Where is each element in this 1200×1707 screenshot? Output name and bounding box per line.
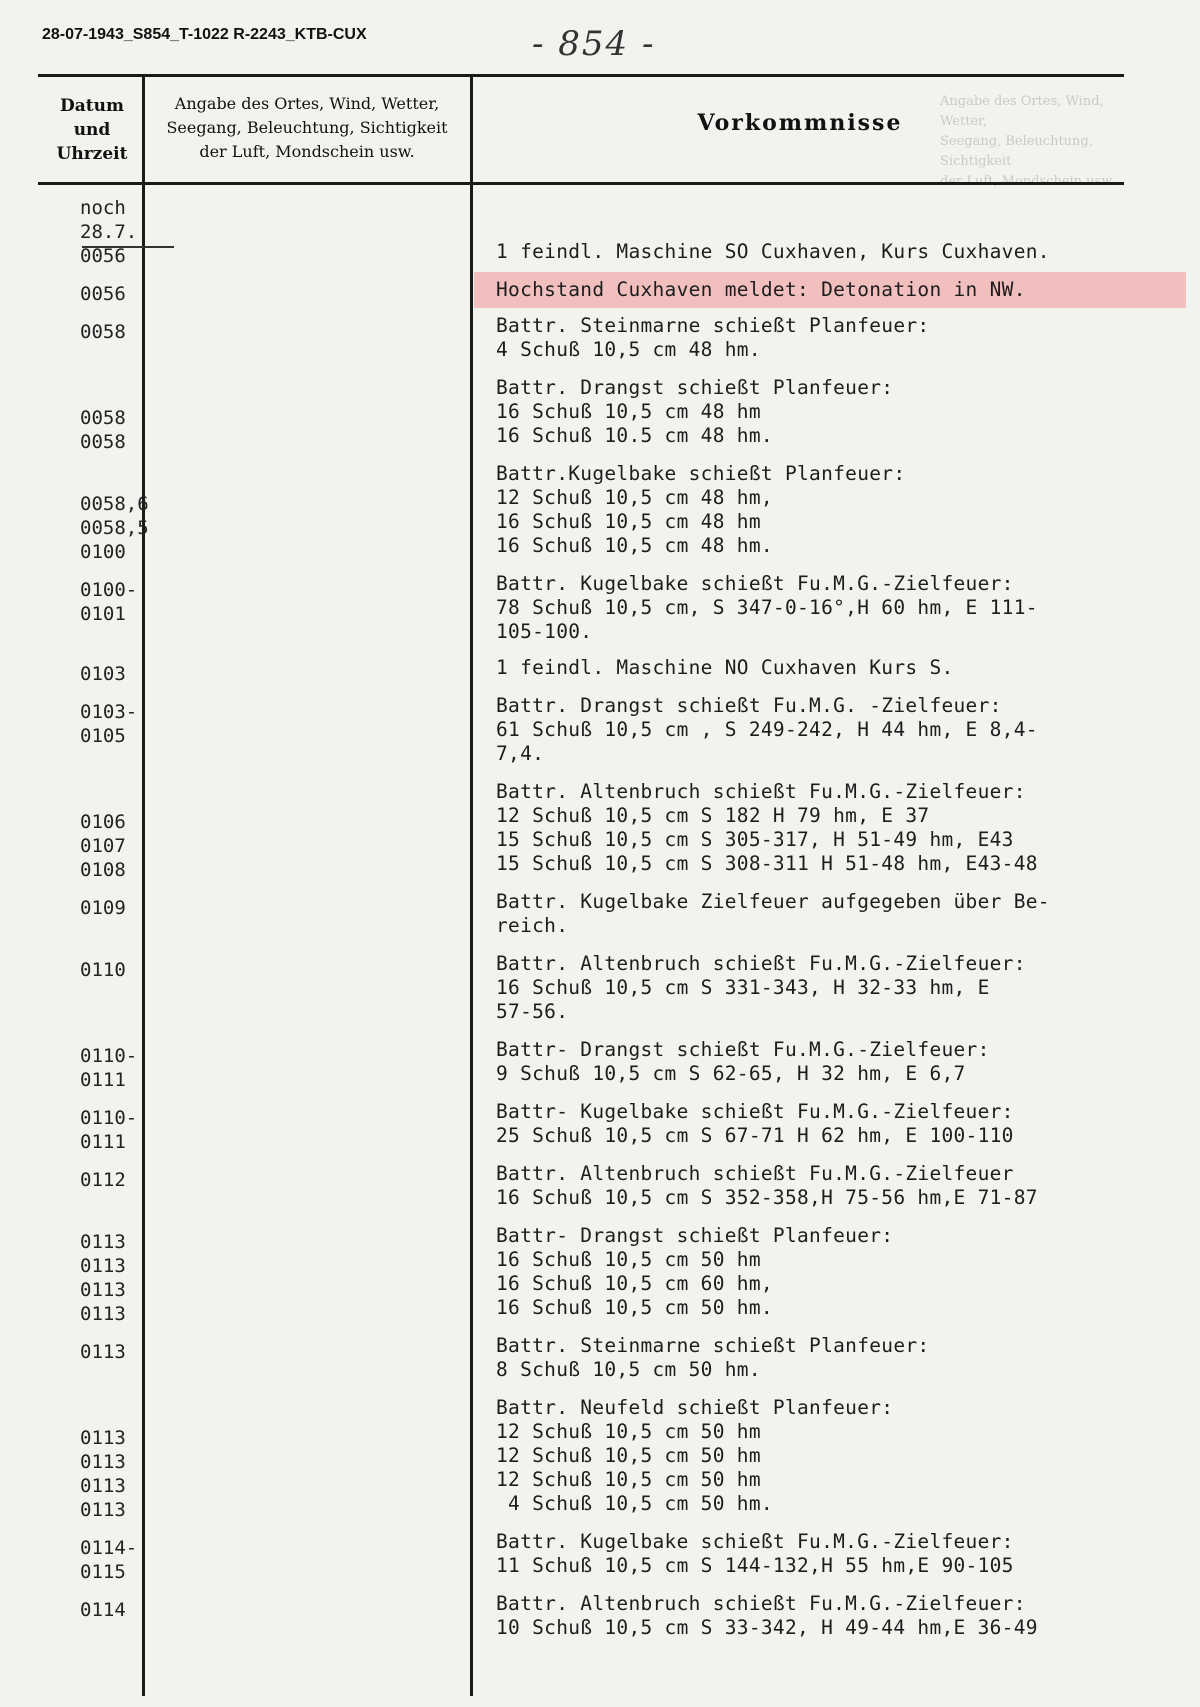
event-line: Battr- Drangst schießt Planfeuer: <box>496 1224 894 1247</box>
event-entry <box>496 240 1196 264</box>
time-entry: 0058 <box>80 431 126 453</box>
time-entry: 0114- <box>80 1537 138 1559</box>
event-line: reich. <box>496 914 569 937</box>
event-line: 16 Schuß 10,5 cm 50 hm <box>496 1248 761 1271</box>
event-entry <box>496 780 1196 876</box>
time-entry: 0100- <box>80 579 138 601</box>
time-entry: 0058,5 <box>80 517 149 539</box>
event-line: 16 Schuß 10,5 cm 60 hm, <box>496 1272 773 1295</box>
time-entry: noch <box>80 197 126 219</box>
event-entry <box>496 694 1196 766</box>
table-header-rule <box>38 182 1124 185</box>
event-line: 12 Schuß 10,5 cm 50 hm <box>496 1468 761 1491</box>
event-entry <box>496 952 1196 1024</box>
event-line: 15 Schuß 10,5 cm S 308-311 H 51-48 hm, E43-48 <box>496 852 1038 875</box>
event-entry <box>496 314 1196 362</box>
event-entry <box>496 890 1196 938</box>
event-line: Battr. Steinmarne schießt Planfeuer: <box>496 1334 930 1357</box>
document-label: 28-07-1943_S854_T-1022 R-2243_KTB-CUX <box>42 26 367 43</box>
event-line: Battr.Kugelbake schießt Planfeuer: <box>496 462 906 485</box>
event-line: 8 Schuß 10,5 cm 50 hm. <box>496 1358 761 1381</box>
event-entry <box>496 1530 1196 1578</box>
time-entry: 0056 <box>80 245 126 267</box>
time-entry: 0110- <box>80 1045 138 1067</box>
column-divider-location <box>470 74 473 1696</box>
header-date-time: Datum und Uhrzeit <box>56 96 128 164</box>
event-line: 1 feindl. Maschine SO Cuxhaven, Kurs Cuxhaven. <box>496 240 1050 263</box>
event-line: 78 Schuß 10,5 cm, S 347-0-16°,H 60 hm, E 111- <box>496 596 1038 619</box>
event-line: Battr. Altenbruch schießt Fu.M.G.-Zielfeuer: <box>496 952 1026 975</box>
event-line: Battr. Steinmarne schießt Planfeuer: <box>496 314 930 337</box>
time-entry: 0113 <box>80 1303 126 1325</box>
event-line: 12 Schuß 10,5 cm 48 hm, <box>496 486 773 509</box>
table-top-rule <box>38 74 1124 77</box>
time-entry: 0111 <box>80 1131 126 1153</box>
event-entry <box>496 1592 1196 1640</box>
event-line: 4 Schuß 10,5 cm 50 hm. <box>496 1492 773 1515</box>
event-entry <box>496 1396 1196 1516</box>
event-entry <box>496 1334 1196 1382</box>
event-line: Battr. Altenbruch schießt Fu.M.G.-Zielfeuer: <box>496 780 1026 803</box>
time-entry: 0109 <box>80 897 126 919</box>
time-entry: 0113 <box>80 1451 126 1473</box>
time-entry: 0103- <box>80 701 138 723</box>
event-entry <box>496 376 1196 448</box>
header-location-weather: Angabe des Ortes, Wind, Wetter, Seegang, Beleuchtung, Sichtigkeit der Luft, Mondschein usw. <box>166 94 448 161</box>
event-line: Hochstand Cuxhaven meldet: Detonation in NW. <box>496 278 1026 301</box>
event-line: 4 Schuß 10,5 cm 48 hm. <box>496 338 761 361</box>
event-line: 12 Schuß 10,5 cm S 182 H 79 hm, E 37 <box>496 804 930 827</box>
event-line: Battr. Drangst schießt Planfeuer: <box>496 376 894 399</box>
event-entry <box>496 1224 1196 1320</box>
event-line: Battr. Altenbruch schießt Fu.M.G.-Zielfeuer: <box>496 1592 1026 1615</box>
header-events: Vorkommnisse <box>697 110 903 136</box>
event-line: 16 Schuß 10,5 cm 48 hm <box>496 510 761 533</box>
time-entry: 0110- <box>80 1107 138 1129</box>
time-entry: 0107 <box>80 835 126 857</box>
event-line: 61 Schuß 10,5 cm , S 249-242, H 44 hm, E 8,4- <box>496 718 1038 741</box>
event-line: Battr. Kugelbake schießt Fu.M.G.-Zielfeuer: <box>496 1530 1014 1553</box>
time-entry: 0113 <box>80 1279 126 1301</box>
time-entry: 0103 <box>80 663 126 685</box>
event-line: 15 Schuß 10,5 cm S 305-317, H 51-49 hm, E43 <box>496 828 1014 851</box>
event-entry <box>496 572 1196 644</box>
event-line: 25 Schuß 10,5 cm S 67-71 H 62 hm, E 100-110 <box>496 1124 1014 1147</box>
event-line: Battr. Neufeld schießt Planfeuer: <box>496 1396 894 1419</box>
event-entry <box>496 1162 1196 1210</box>
event-line: Battr. Altenbruch schießt Fu.M.G.-Zielfeuer <box>496 1162 1014 1185</box>
event-line: 16 Schuß 10,5 cm 48 hm <box>496 400 761 423</box>
event-line: 16 Schuß 10,5 cm 50 hm. <box>496 1296 773 1319</box>
event-line: Battr. Drangst schießt Fu.M.G. -Zielfeuer: <box>496 694 1002 717</box>
time-entry: 0115 <box>80 1561 126 1583</box>
page-number: - 854 - <box>532 24 656 64</box>
event-entry <box>496 656 1196 680</box>
event-line: 57-56. <box>496 1000 569 1023</box>
event-line: Battr- Kugelbake schießt Fu.M.G.-Zielfeuer: <box>496 1100 1014 1123</box>
time-entry: 0058,6 <box>80 493 149 515</box>
time-entry: 0113 <box>80 1255 126 1277</box>
event-entry <box>496 1038 1196 1086</box>
time-entry: 0100 <box>80 541 126 563</box>
time-entry: 0113 <box>80 1499 126 1521</box>
event-line: 16 Schuß 10,5 cm S 352-358,H 75-56 hm,E 71-87 <box>496 1186 1038 1209</box>
event-line: 1 feindl. Maschine NO Cuxhaven Kurs S. <box>496 656 954 679</box>
time-entry: 28.7. <box>80 221 138 243</box>
time-entry: 0114 <box>80 1599 126 1621</box>
bleed-through-text: Angabe des Ortes, Wind, Wetter, Seegang, Beleuchtung, Sichtigkeit <box>940 94 1104 169</box>
time-entry: 0110 <box>80 959 126 981</box>
time-entry: 0108 <box>80 859 126 881</box>
event-line: 10 Schuß 10,5 cm S 33-342, H 49-44 hm,E 36-49 <box>496 1616 1038 1639</box>
event-entry <box>496 1100 1196 1148</box>
event-line: Battr. Kugelbake Zielfeuer aufgegeben über Be- <box>496 890 1050 913</box>
event-line: 16 Schuß 10,5 cm S 331-343, H 32-33 hm, E <box>496 976 990 999</box>
event-line: 16 Schuß 10.5 cm 48 hm. <box>496 424 773 447</box>
event-entry <box>496 462 1196 558</box>
time-entry: 0056 <box>80 283 126 305</box>
event-line: 9 Schuß 10,5 cm S 62-65, H 32 hm, E 6,7 <box>496 1062 966 1085</box>
event-line: 12 Schuß 10,5 cm 50 hm <box>496 1444 761 1467</box>
time-entry: 0113 <box>80 1427 126 1449</box>
time-entry: 0058 <box>80 321 126 343</box>
time-entry: 0113 <box>80 1475 126 1497</box>
time-entry: 0058 <box>80 407 126 429</box>
event-line: 16 Schuß 10,5 cm 48 hm. <box>496 534 773 557</box>
time-entry: 0112 <box>80 1169 126 1191</box>
event-entry <box>496 278 1196 302</box>
time-entry: 0111 <box>80 1069 126 1091</box>
event-line: 7,4. <box>496 742 545 765</box>
event-line: 12 Schuß 10,5 cm 50 hm <box>496 1420 761 1443</box>
time-entry: 0113 <box>80 1341 126 1363</box>
time-entry: 0113 <box>80 1231 126 1253</box>
event-line: 105-100. <box>496 620 593 643</box>
event-line: 11 Schuß 10,5 cm S 144-132,H 55 hm,E 90-105 <box>496 1554 1014 1577</box>
time-entry: 0101 <box>80 603 126 625</box>
time-entry: 0106 <box>80 811 126 833</box>
event-line: Battr. Kugelbake schießt Fu.M.G.-Zielfeuer: <box>496 572 1014 595</box>
event-line: Battr- Drangst schießt Fu.M.G.-Zielfeuer: <box>496 1038 990 1061</box>
time-entry: 0105 <box>80 725 126 747</box>
